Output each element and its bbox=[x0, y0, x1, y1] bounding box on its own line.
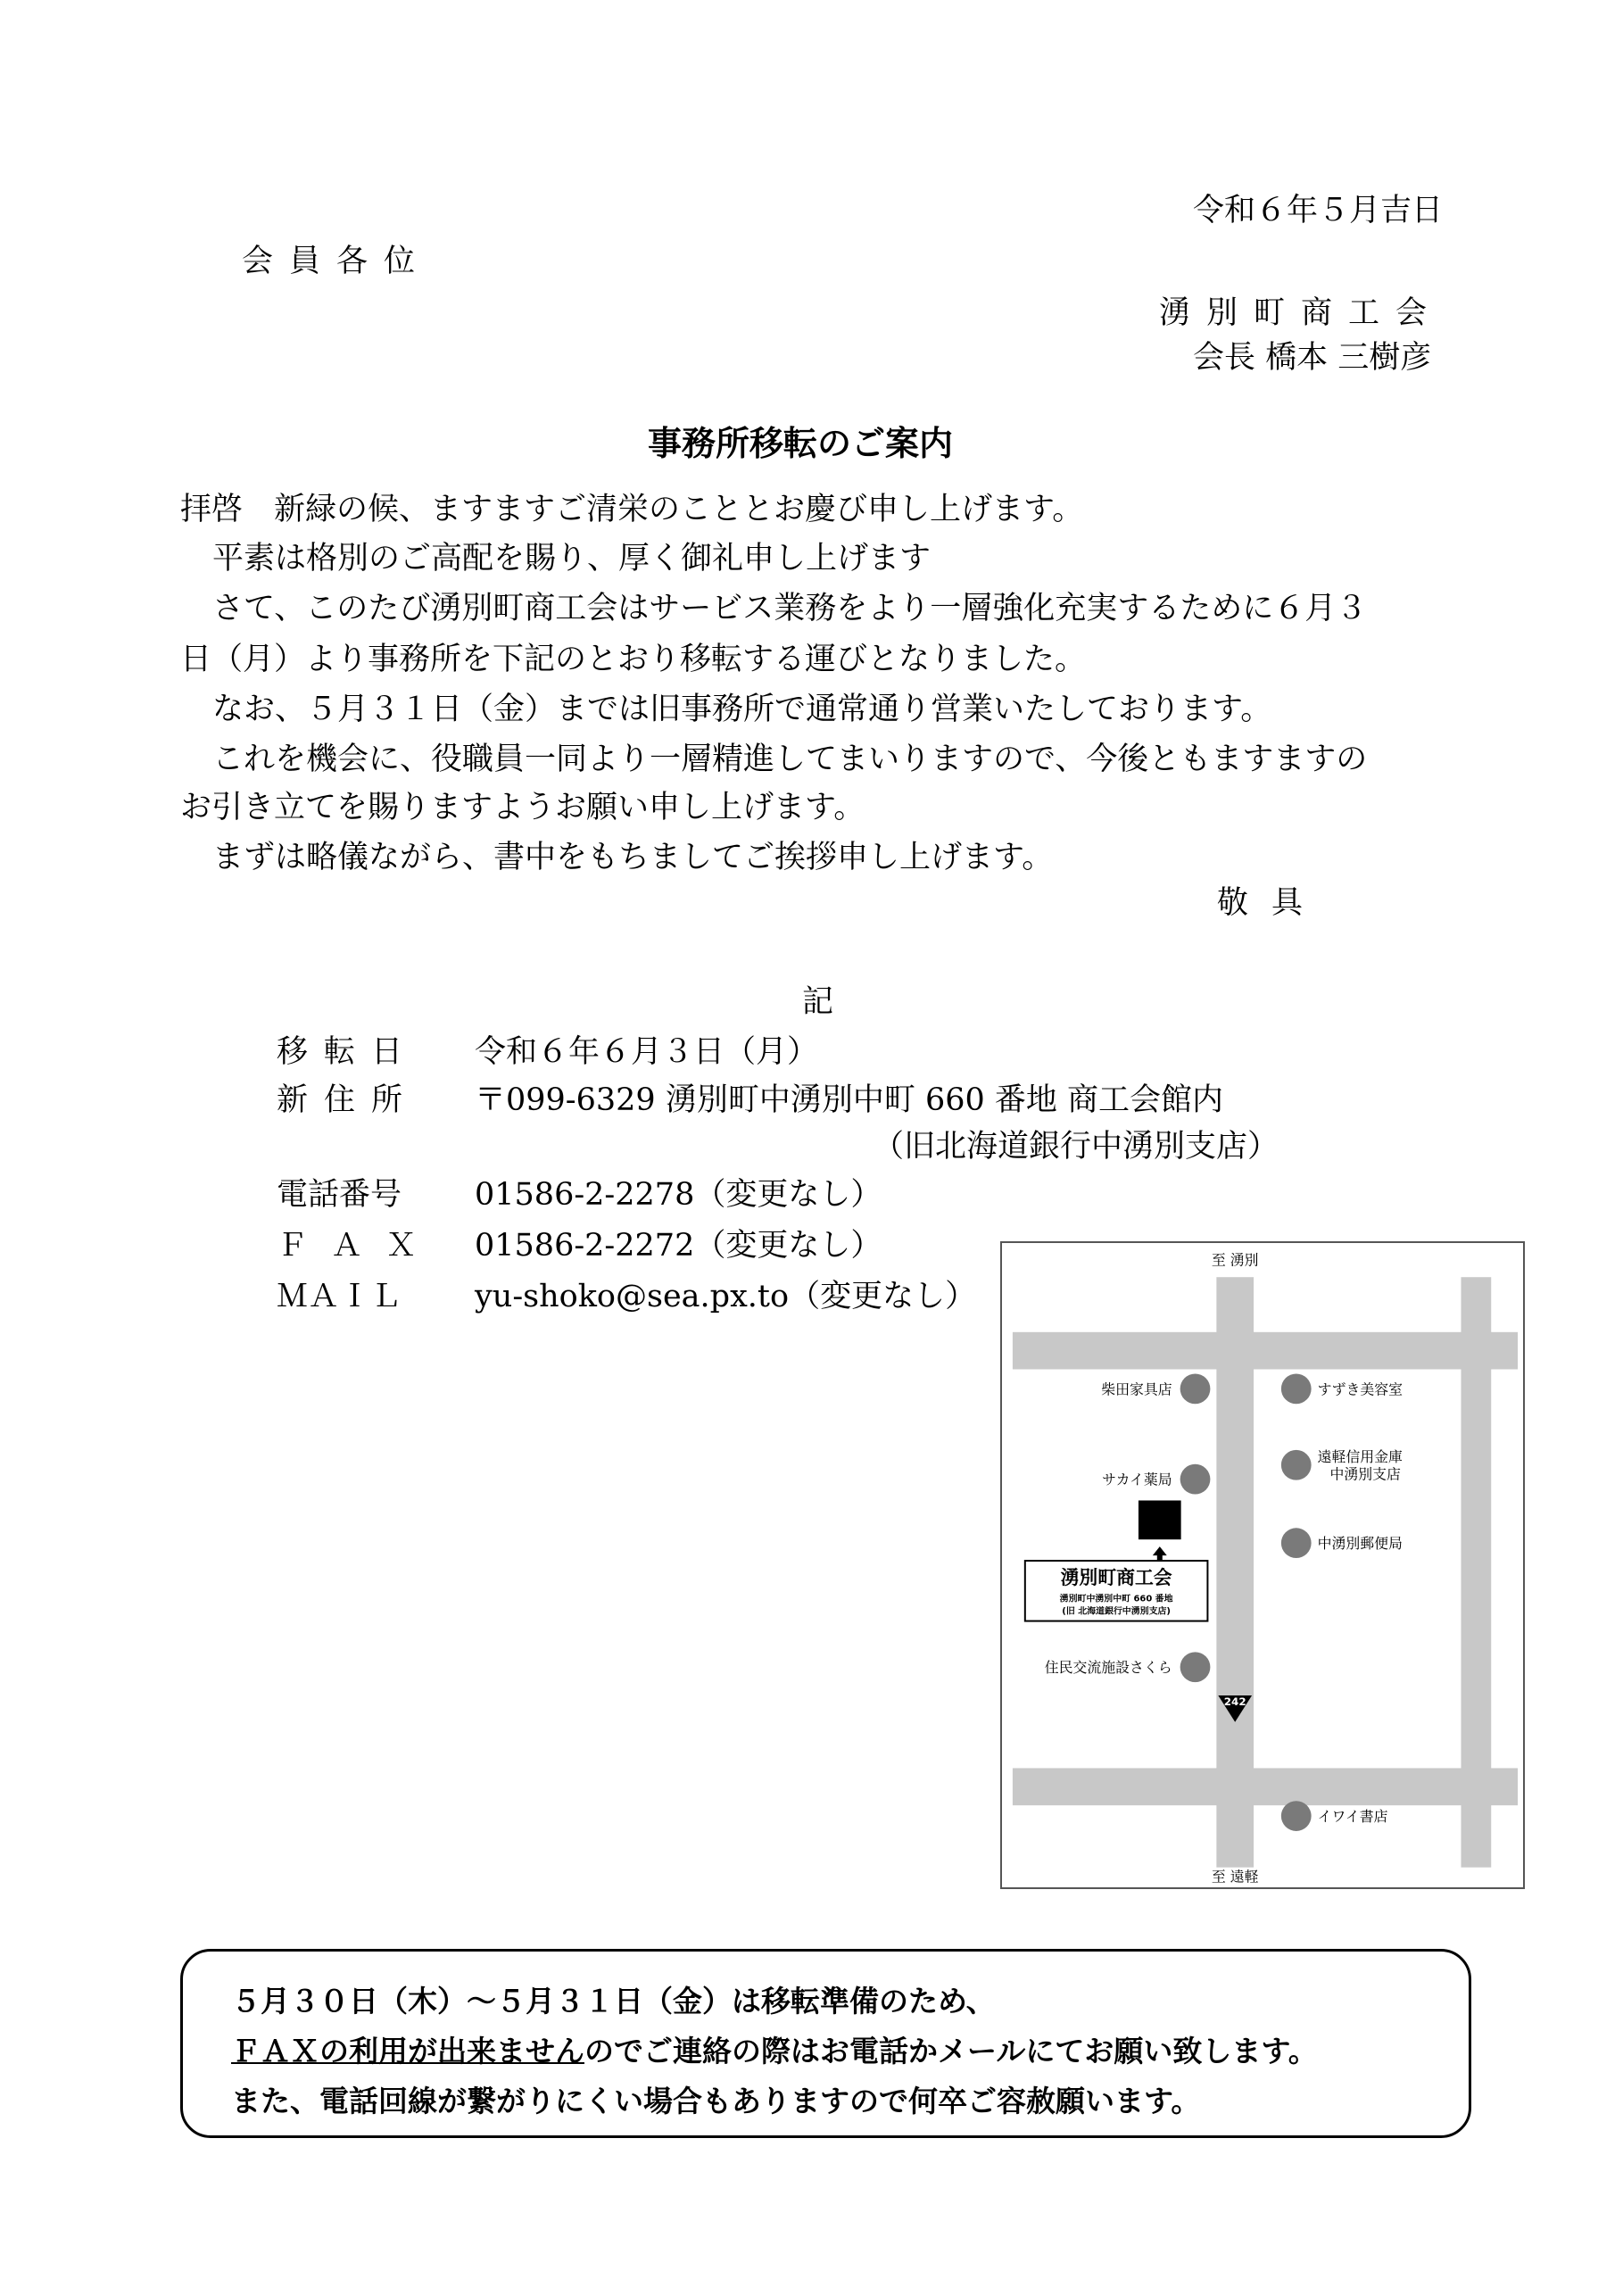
detail-value: （旧北海道銀行中湧別支店） bbox=[873, 1129, 1279, 1165]
landmark-dot bbox=[1281, 1373, 1312, 1404]
body-line: 平素は格別のご高配を賜り、厚く御礼申し上げます bbox=[212, 541, 932, 576]
notice-line: また、電話回線が繋がりにくい場合もありますので何卒ご容赦願います。 bbox=[231, 2084, 1201, 2118]
landmark-label: 柴田家具店 bbox=[1101, 1380, 1172, 1398]
landmark-label: サカイ薬局 bbox=[1102, 1471, 1172, 1488]
body-line: 日（月）より事務所を下記のとおり移転する運びとなりました。 bbox=[180, 642, 1087, 677]
body-line: お引き立てを賜りますようお願い申し上げます。 bbox=[180, 790, 865, 825]
office-address: 湧別町中湧別中町 660 番地 bbox=[1059, 1594, 1173, 1604]
office-note: (旧 北海道銀行中湧別支店) bbox=[1062, 1606, 1171, 1617]
landmark-label: 中湧別郵便局 bbox=[1317, 1535, 1403, 1553]
closing: 敬具 bbox=[1217, 885, 1327, 921]
detail-value: yu-shoko@sea.px.to（変更なし） bbox=[475, 1279, 977, 1314]
notice-line: ５月３０日（木）～５月３１日（金）は移転準備のため、 bbox=[231, 1984, 996, 2018]
landmark-dot bbox=[1281, 1801, 1312, 1831]
body-line: これを機会に、役職員一同より一層精進してまいりますので、今後ともますますの bbox=[212, 742, 1368, 777]
detail-value: 〒099-6329 湧別町中湧別中町 660 番地 商工会館内 bbox=[475, 1082, 1224, 1118]
sender-name: 会長 橋本 三樹彦 bbox=[1193, 340, 1432, 376]
page-title: 事務所移転のご案内 bbox=[648, 423, 954, 463]
landmark-label: すずき美容室 bbox=[1317, 1380, 1403, 1398]
landmark-label: イワイ書店 bbox=[1317, 1808, 1388, 1826]
detail-value: 01586-2-2272（変更なし） bbox=[475, 1228, 882, 1264]
route-number: 242 bbox=[1223, 1695, 1246, 1708]
detail-label: 電話番号 bbox=[277, 1177, 402, 1213]
location-map bbox=[1000, 1241, 1525, 1889]
detail-value: 01586-2-2278（変更なし） bbox=[475, 1177, 882, 1213]
body-line: 拝啓 新緑の候、ますますご清栄のこととお慶び申し上げます。 bbox=[180, 492, 1084, 527]
office-marker bbox=[1139, 1500, 1181, 1539]
detail-value: 令和６年６月３日（月） bbox=[475, 1034, 819, 1070]
detail-label: ＭＡＩＬ bbox=[277, 1279, 402, 1314]
body-line: さて、このたび湧別町商工会はサービス業務をより一層強化充実するために６月３ bbox=[212, 591, 1368, 626]
office-name: 湧別町商工会 bbox=[1060, 1566, 1172, 1588]
fax-unavailable-text: ＦＡＸの利用が出来ません bbox=[231, 2034, 584, 2068]
to-north-label: 至 湧別 bbox=[1211, 1251, 1259, 1269]
detail-label: 新住所 bbox=[277, 1082, 419, 1118]
cross-road-north bbox=[1013, 1332, 1518, 1370]
date: 令和６年５月吉日 bbox=[1193, 193, 1444, 228]
landmark-label: 遠軽信用金庫 bbox=[1317, 1447, 1403, 1465]
landmark-dot bbox=[1281, 1450, 1312, 1480]
sender-org: 湧別町商工会 bbox=[1159, 295, 1444, 331]
notice-line bbox=[231, 2028, 1318, 2070]
cross-road-south bbox=[1013, 1768, 1518, 1805]
landmark-dot bbox=[1180, 1652, 1211, 1682]
notice-heading: 記 bbox=[802, 984, 834, 1020]
landmark-dot bbox=[1180, 1373, 1211, 1404]
notice-line-rest: のでご連絡の際はお電話かメールにてお願い致します。 bbox=[584, 2034, 1318, 2068]
landmark-dot bbox=[1180, 1464, 1211, 1495]
detail-label: 移転日 bbox=[277, 1034, 419, 1070]
arrow-stem bbox=[1157, 1554, 1163, 1561]
to-south-label: 至 遠軽 bbox=[1211, 1868, 1259, 1886]
landmark-label: 中湧別支店 bbox=[1329, 1465, 1401, 1483]
addressee: 会員各位 bbox=[242, 244, 432, 279]
notice-box bbox=[180, 1949, 1471, 2138]
landmark-dot bbox=[1281, 1528, 1312, 1558]
detail-label: ＦＡＸ bbox=[277, 1228, 441, 1264]
landmark-label: 住民交流施設さくら bbox=[1044, 1659, 1172, 1677]
body-line: まずは略儀ながら、書中をもちましてご挨拶申し上げます。 bbox=[212, 840, 1054, 875]
body-line: なお、５月３１日（金）までは旧事務所で通常通り営業いたしております。 bbox=[212, 692, 1272, 727]
